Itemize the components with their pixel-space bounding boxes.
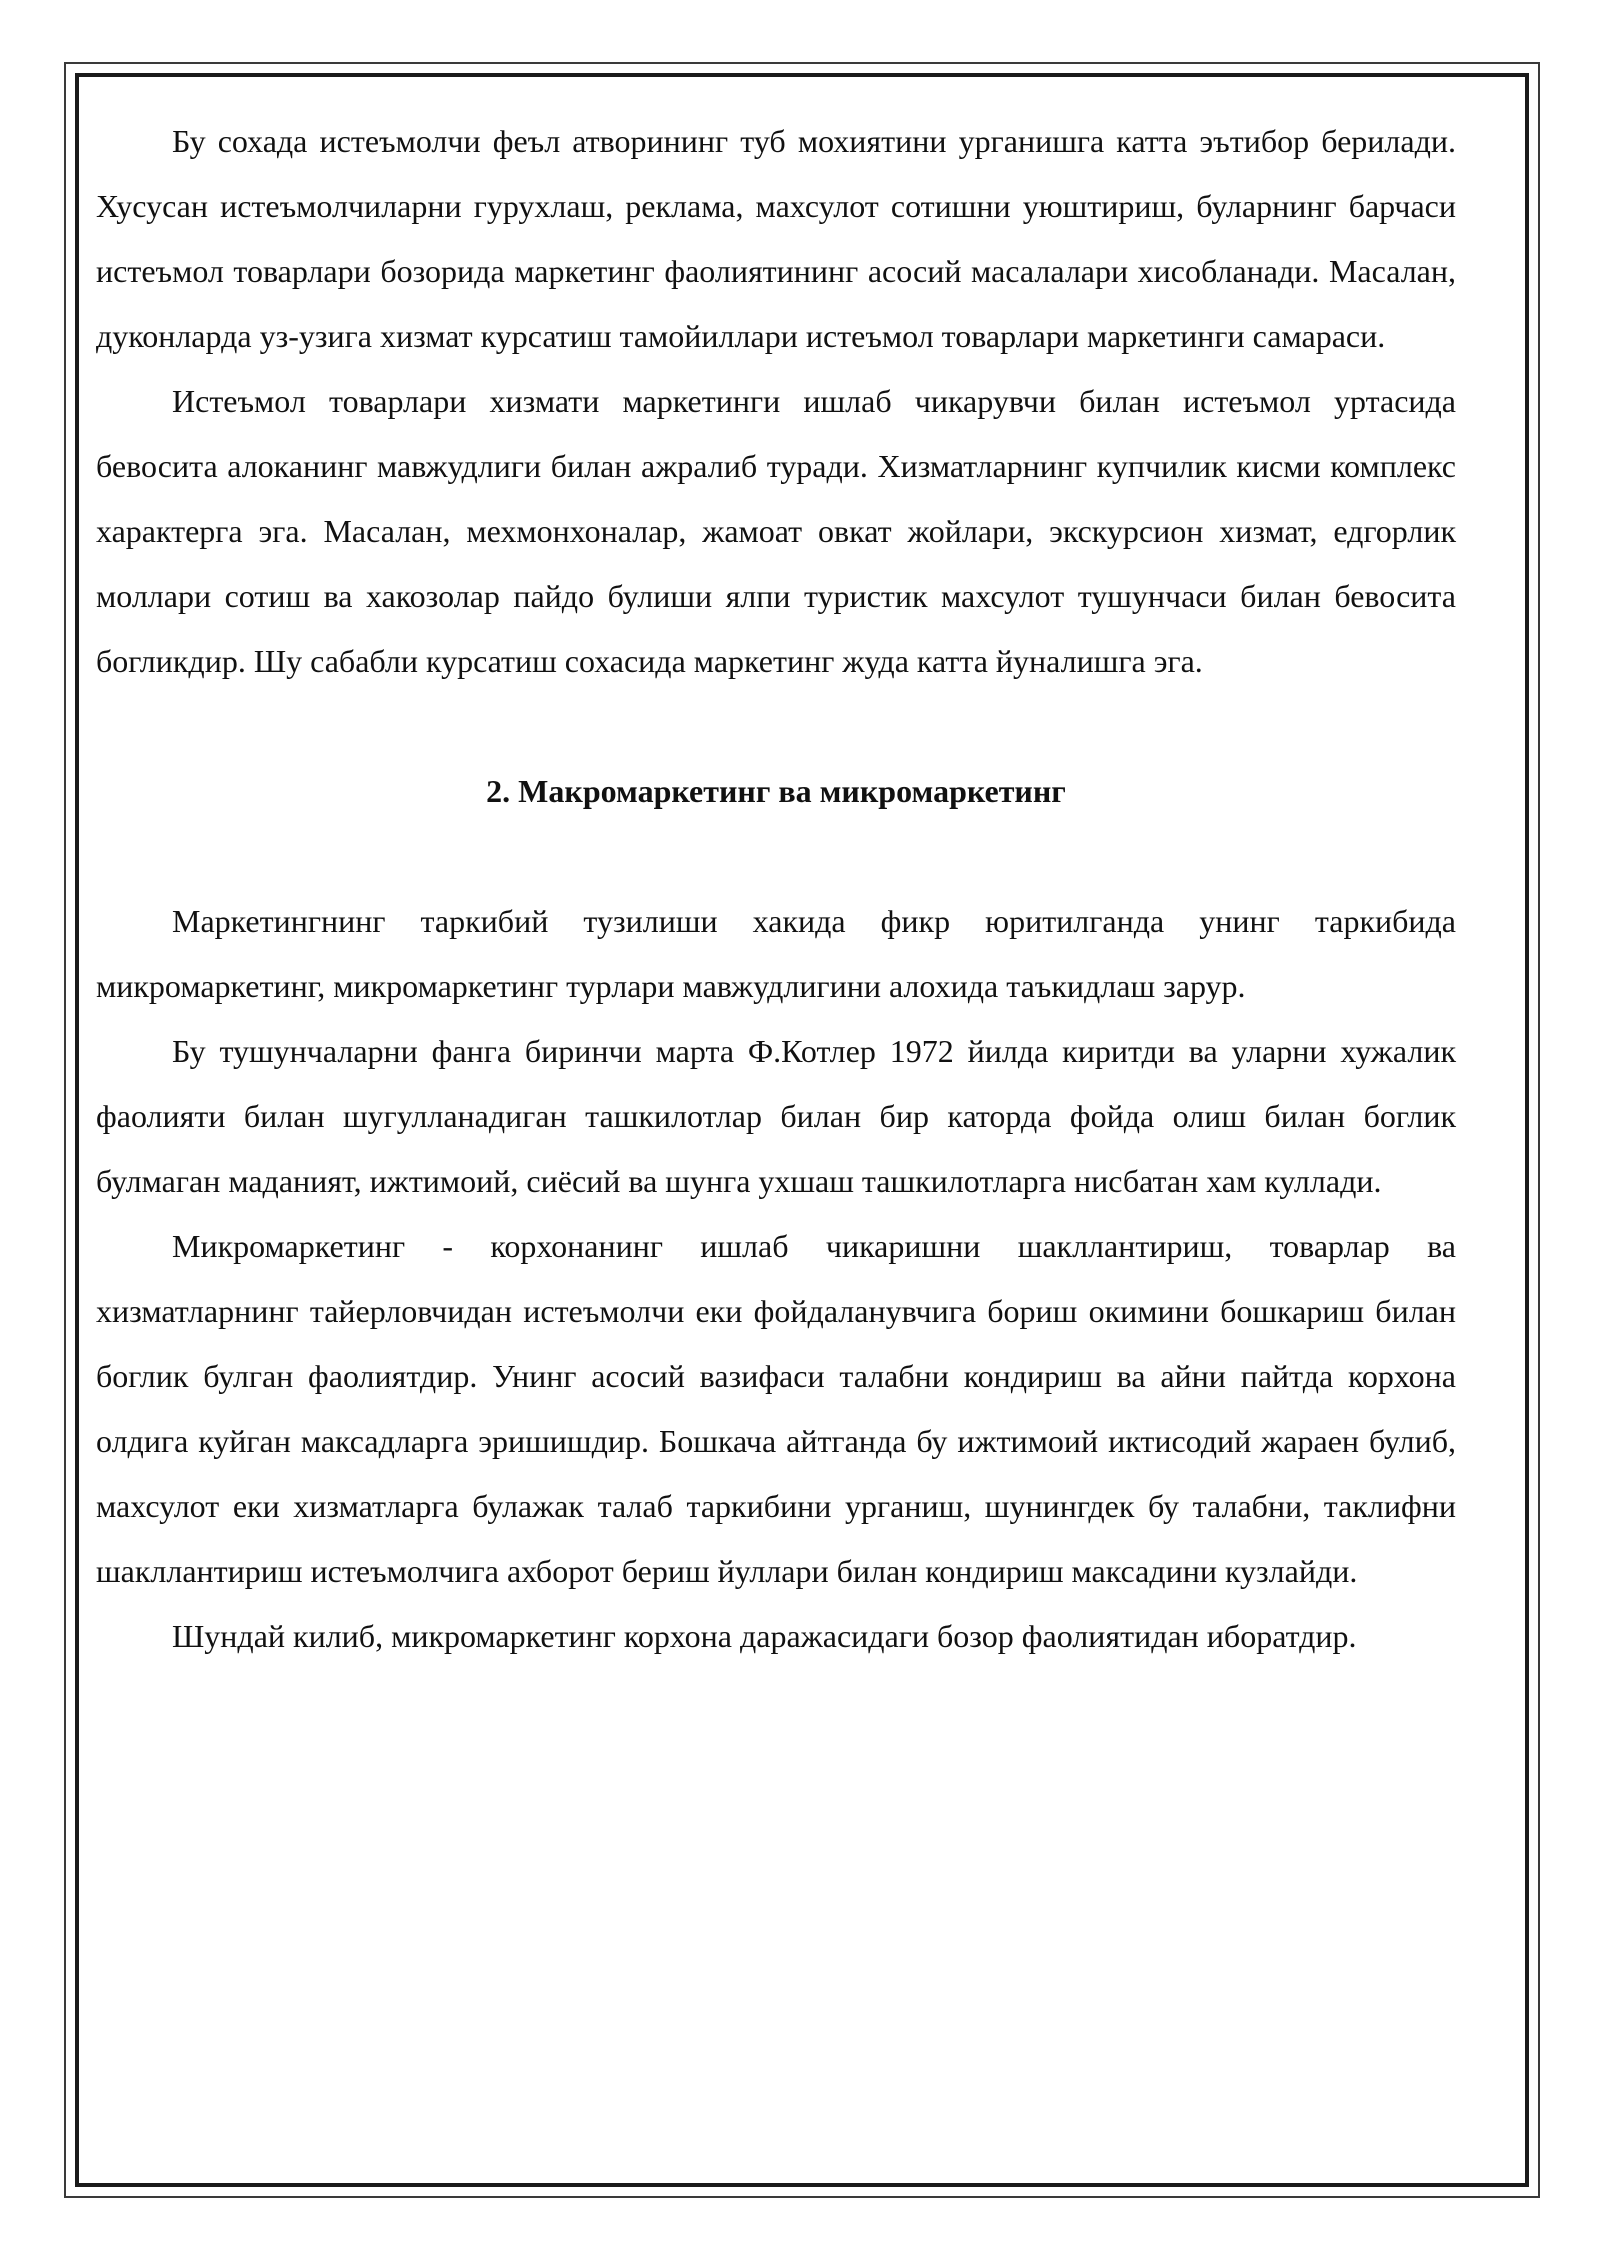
spacer: [96, 824, 1456, 889]
section-heading: 2. Макромаркетинг ва микромаркетинг: [486, 773, 1066, 809]
document-body: [96, 109, 1456, 1669]
paragraph: Бу тушунчаларни фанга биринчи марта Ф.Котлер 1972 йилда киритди ва уларни хужалик фаолияти билан шугулланадиган ташкилотлар билан бир каторда фойда олиш билан боглик булмаган маданият, ижтимоий, сиёсий ва шунга ухшаш ташкилотларга нисбатан хам куллади.: [96, 1033, 1456, 1199]
paragraph: Истеъмол товарлари хизмати маркетинги ишлаб чикарувчи билан истеъмол уртасида бевосита алоканинг мавжудлиги билан ажралиб туради. Хизматларнинг купчилик кисми комплекс характерга эга. Масалан, мехмонхоналар, жамоат овкат жойлари, экскурсион хизмат, едгорлик моллари сотиш ва хакозолар пайдо булиши ялпи туристик махсулот тушунчаси билан бевосита богликдир. Шу сабабли курсатиш сохасида маркетинг жуда катта йуналишга эга.: [96, 383, 1456, 679]
paragraph: Шундай килиб, микромаркетинг корхона даражасидаги бозор фаолиятидан иборатдир.: [172, 1618, 1357, 1654]
spacer: [96, 694, 1456, 759]
paragraph: Маркетингнинг таркибий тузилиши хакида фикр юритилганда унинг таркибида микромаркетинг, микромаркетинг турлари мавжудлигини алохида таъкидлаш зарур.: [96, 903, 1456, 1004]
paragraph: Бу сохада истеъмолчи феъл атворининг туб мохиятини урганишга катта эътибор берилади. Хусусан истеъмолчиларни гурухлаш, реклама, махсулот сотишни уюштириш, буларнинг барчаси истеъмол товарлари бозорида маркетинг фаолиятининг асосий масалалари хисобланади. Масалан, дуконларда уз-узига хизмат курсатиш тамойиллари истеъмол товарлари маркетинги самараси.: [96, 123, 1456, 354]
paragraph: Микромаркетинг - корхонанинг ишлаб чикаришни шакллантириш, товарлар ва хизматларнинг тайерловчидан истеъмолчи еки фойдаланувчига бориш окимини бошкариш билан боглик булган фаолиятдир. Унинг асосий вазифаси талабни кондириш ва айни пайтда корхона олдига куйган максадларга эришишдир. Бошкача айтганда бу ижтимоий иктисодий жараен булиб, махсулот еки хизматларга булажак талаб таркибини урганиш, шунингдек бу талабни, таклифни шакллантириш истеъмолчига ахборот бериш йуллари билан кондириш максадини кузлайди.: [96, 1228, 1456, 1589]
